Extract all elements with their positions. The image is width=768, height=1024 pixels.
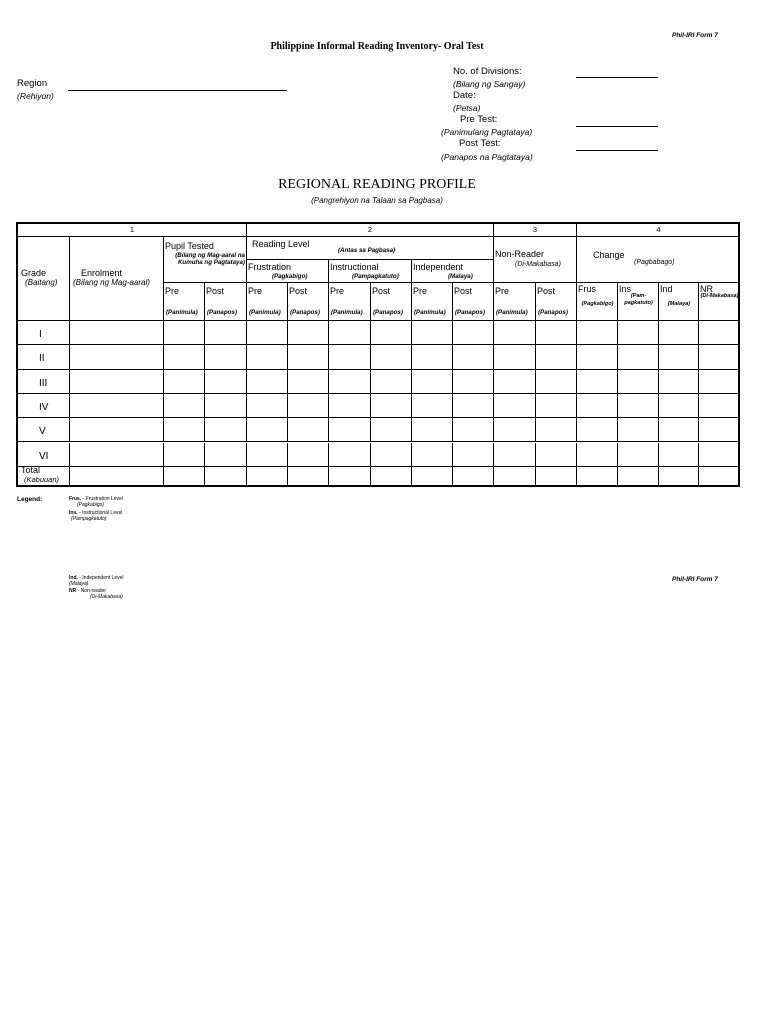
total-header <box>18 464 70 487</box>
table-cell[interactable] <box>494 321 536 345</box>
legend-nr: NR - Non-reader (Di-Makabasa) <box>69 588 123 600</box>
table-cell[interactable] <box>247 370 288 394</box>
change-header <box>577 237 740 283</box>
table-cell[interactable] <box>288 418 329 442</box>
pre-label: Pre <box>495 286 510 296</box>
change-col-sub: (Di-Makabasa) <box>700 293 739 299</box>
change-col-label: Ind <box>660 284 673 294</box>
form-id-bottom: Phil-IRI Form 7 <box>672 576 718 583</box>
enrolment-sub: (Bilang ng Mag-aaral) <box>73 278 150 287</box>
table-cell[interactable] <box>699 418 740 442</box>
table-cell[interactable] <box>618 418 659 442</box>
region-sub: (Rehiyon) <box>17 91 54 101</box>
table-cell[interactable] <box>536 345 577 369</box>
post-header <box>288 283 329 321</box>
enrolment-header <box>70 237 164 321</box>
pretest-field[interactable] <box>576 126 658 127</box>
pre-sub: (Panimula) <box>331 309 363 316</box>
table-cell[interactable] <box>536 370 577 394</box>
divisions-sub: (Bilang ng Sangay) <box>453 79 526 89</box>
table-cell[interactable] <box>164 418 205 442</box>
pre-sub: (Panimula) <box>414 309 446 316</box>
table-cell[interactable] <box>412 370 453 394</box>
grade-numeral: II <box>39 353 45 365</box>
posttest-sub: (Panapos na Pagtataya) <box>441 152 533 162</box>
table-cell[interactable] <box>329 370 371 394</box>
grade-row-label <box>18 394 70 418</box>
table-cell[interactable] <box>288 321 329 345</box>
table-cell[interactable] <box>659 370 699 394</box>
pretest-label: Pre Test: <box>460 114 498 125</box>
pretest-sub: (Panimulang Pagtataya) <box>441 127 533 137</box>
table-cell[interactable] <box>288 370 329 394</box>
pre-label: Pre <box>413 286 428 296</box>
reading-profile-table <box>16 222 740 487</box>
change-col-label: Frus <box>578 284 596 294</box>
reading-level-label: Reading Level <box>252 239 310 249</box>
post-header <box>536 283 577 321</box>
grade-numeral: III <box>39 377 48 389</box>
table-cell[interactable] <box>577 370 618 394</box>
pre-header <box>329 283 371 321</box>
independent-label: Independent <box>413 262 464 272</box>
table-cell[interactable] <box>453 394 494 418</box>
pupil-tested-label: Pupil Tested <box>165 241 214 251</box>
table-cell[interactable] <box>371 370 412 394</box>
pupil-tested-sub: (Bilang ng Mag-aaral na Kumuha ng Pagtataya) <box>175 252 245 266</box>
instructional-header <box>329 260 412 283</box>
table-cell[interactable] <box>412 394 453 418</box>
post-label: Post <box>289 286 308 296</box>
profile-subtitle: (Pangrehiyon na Talaan sa Pagbasa) <box>311 196 443 205</box>
change-col-header <box>618 283 659 321</box>
pre-header <box>412 283 453 321</box>
grade-sub: (Baitang) <box>25 278 58 287</box>
change-col-sub: (Malaya) <box>667 301 691 307</box>
table-cell[interactable] <box>618 394 659 418</box>
total-cell[interactable] <box>699 464 740 487</box>
non-reader-label: Non-Reader <box>495 249 545 259</box>
table-cell[interactable] <box>70 321 164 345</box>
pre-header <box>164 283 205 321</box>
posttest-field[interactable] <box>576 150 658 151</box>
pupil-tested-header <box>164 237 247 283</box>
change-label: Change <box>593 250 625 260</box>
total-cell[interactable] <box>288 464 329 487</box>
post-label: Post <box>537 286 556 296</box>
table-cell[interactable] <box>453 321 494 345</box>
total-cell[interactable] <box>412 464 453 487</box>
total-cell[interactable] <box>164 464 205 487</box>
total-cell[interactable] <box>659 464 699 487</box>
legend-frus: Frus. - Frustration Level (Pagkabigo) <box>69 496 123 508</box>
table-cell[interactable] <box>205 418 247 442</box>
table-cell[interactable] <box>494 370 536 394</box>
form-id-top: Phil-IRI Form 7 <box>672 32 718 39</box>
table-cell[interactable] <box>412 345 453 369</box>
total-cell[interactable] <box>453 464 494 487</box>
table-cell[interactable] <box>453 345 494 369</box>
change-col-sub: (Pagkabigo) <box>581 301 614 307</box>
grade-label: Grade <box>21 268 47 278</box>
pre-label: Pre <box>165 286 180 296</box>
frustration-header <box>247 260 329 283</box>
table-cell[interactable] <box>536 394 577 418</box>
table-cell[interactable] <box>453 418 494 442</box>
change-col-sub: (Pam-pagkatuto) <box>624 293 653 306</box>
non-reader-sub: (Di-Makabasa) <box>515 261 561 268</box>
grade-numeral: IV <box>39 401 49 413</box>
divisions-label: No. of Divisions: <box>453 66 522 77</box>
grade-row-label <box>18 370 70 394</box>
pre-header <box>247 283 288 321</box>
table-cell[interactable] <box>659 394 699 418</box>
table-cell[interactable] <box>371 321 412 345</box>
table-cell[interactable] <box>494 345 536 369</box>
table-cell[interactable] <box>618 345 659 369</box>
table-cell[interactable] <box>577 345 618 369</box>
change-col-header <box>699 283 740 321</box>
post-sub: (Panapos) <box>207 309 237 316</box>
table-cell[interactable] <box>577 321 618 345</box>
table-cell[interactable] <box>412 321 453 345</box>
grade-row-label <box>18 321 70 345</box>
legend-title: Legend: <box>17 496 43 503</box>
post-header <box>205 283 247 321</box>
table-cell[interactable] <box>70 394 164 418</box>
table-cell[interactable] <box>164 394 205 418</box>
pre-sub: (Panimula) <box>166 309 198 316</box>
region-label: Region <box>17 78 48 89</box>
change-col-header <box>577 283 618 321</box>
total-cell[interactable] <box>536 464 577 487</box>
table-cell[interactable] <box>536 418 577 442</box>
change-col-label: Ins <box>619 284 632 294</box>
date-sub: (Petsa) <box>453 103 481 113</box>
table-cell[interactable] <box>205 345 247 369</box>
post-header <box>453 283 494 321</box>
post-label: Post <box>454 286 473 296</box>
table-cell[interactable] <box>70 370 164 394</box>
grade-numeral: V <box>39 426 46 438</box>
non-reader-header <box>494 237 577 283</box>
pre-label: Pre <box>248 286 263 296</box>
table-cell[interactable] <box>659 418 699 442</box>
post-sub: (Panapos) <box>373 309 403 316</box>
enrolment-label: Enrolment <box>81 268 123 278</box>
table-cell[interactable] <box>699 394 740 418</box>
table-cell[interactable] <box>205 394 247 418</box>
table-cell[interactable] <box>412 418 453 442</box>
post-label: Post <box>206 286 225 296</box>
table-cell[interactable] <box>288 394 329 418</box>
total-cell[interactable] <box>329 464 371 487</box>
table-cell[interactable] <box>164 345 205 369</box>
post-sub: (Panapos) <box>455 309 485 316</box>
total-cell[interactable] <box>577 464 618 487</box>
table-cell[interactable] <box>205 321 247 345</box>
table-cell[interactable] <box>371 345 412 369</box>
table-cell[interactable] <box>699 345 740 369</box>
table-cell[interactable] <box>371 394 412 418</box>
table-cell[interactable] <box>536 321 577 345</box>
instructional-label: Instructional <box>330 262 379 272</box>
table-cell[interactable] <box>659 345 699 369</box>
reading-level-header <box>247 237 494 260</box>
table-cell[interactable] <box>247 345 288 369</box>
table-cell[interactable] <box>329 418 371 442</box>
total-cell[interactable] <box>618 464 659 487</box>
table-cell[interactable] <box>453 370 494 394</box>
table-cell[interactable] <box>70 345 164 369</box>
table-cell[interactable] <box>699 370 740 394</box>
table-cell[interactable] <box>164 370 205 394</box>
total-cell[interactable] <box>247 464 288 487</box>
legend-ind: Ind. - Independent Level (Malaya) <box>69 575 124 587</box>
table-cell[interactable] <box>577 394 618 418</box>
grade-row-label <box>18 345 70 369</box>
table-cell[interactable] <box>618 321 659 345</box>
pre-sub: (Panimula) <box>249 309 281 316</box>
post-sub: (Panapos) <box>538 309 568 316</box>
table-cell[interactable] <box>164 321 205 345</box>
main-title: Philippine Informal Reading Inventory- Oral Test <box>270 41 484 52</box>
grade-row-label <box>18 418 70 442</box>
legend-ins: Ins. - Instructional Level (Pampagkatuto) <box>69 510 123 522</box>
table-cell[interactable] <box>247 321 288 345</box>
instructional-sub: (Pampagkatuto) <box>352 273 399 280</box>
reading-level-sub: (Antas sa Pagbasa) <box>338 247 396 254</box>
total-label: Total <box>21 465 41 475</box>
change-col-header <box>659 283 699 321</box>
post-sub: (Panapos) <box>290 309 320 316</box>
pre-header <box>494 283 536 321</box>
section-4: 4 <box>577 224 740 237</box>
pre-sub: (Panimula) <box>496 309 528 316</box>
table-cell[interactable] <box>659 321 699 345</box>
total-cell[interactable] <box>70 464 164 487</box>
date-label: Date: <box>453 90 476 101</box>
table-cell[interactable] <box>205 370 247 394</box>
table-cell[interactable] <box>329 394 371 418</box>
section-1: 1 <box>18 224 247 237</box>
frustration-label: Frustration <box>248 262 292 272</box>
total-cell[interactable] <box>494 464 536 487</box>
grade-numeral: I <box>39 329 42 340</box>
table-cell[interactable] <box>699 321 740 345</box>
table-cell[interactable] <box>371 418 412 442</box>
section-3: 3 <box>494 224 577 237</box>
table-cell[interactable] <box>329 321 371 345</box>
table-cell[interactable] <box>577 418 618 442</box>
table-cell[interactable] <box>494 394 536 418</box>
table-cell[interactable] <box>247 394 288 418</box>
grade-numeral: VI <box>39 450 49 462</box>
table-cell[interactable] <box>288 345 329 369</box>
change-sub: (Pagbabago) <box>634 259 675 266</box>
table-cell[interactable] <box>70 418 164 442</box>
section-2: 2 <box>247 224 494 237</box>
pre-label: Pre <box>330 286 345 296</box>
region-field[interactable] <box>68 90 287 91</box>
divisions-field[interactable] <box>576 77 658 78</box>
table-cell[interactable] <box>618 370 659 394</box>
post-label: Post <box>372 286 391 296</box>
post-header <box>371 283 412 321</box>
independent-header <box>412 260 494 283</box>
grade-header <box>18 237 70 321</box>
frustration-sub: (Pagkabigo) <box>272 273 308 280</box>
independent-sub: (Malaya) <box>448 273 473 280</box>
posttest-label: Post Test: <box>459 138 501 149</box>
table-cell[interactable] <box>247 418 288 442</box>
total-cell[interactable] <box>371 464 412 487</box>
table-cell[interactable] <box>329 345 371 369</box>
total-sub: (Kabuuan) <box>24 475 60 484</box>
profile-title: REGIONAL READING PROFILE <box>278 177 476 192</box>
total-cell[interactable] <box>205 464 247 487</box>
change-col-label: NR <box>700 284 713 294</box>
table-cell[interactable] <box>494 418 536 442</box>
